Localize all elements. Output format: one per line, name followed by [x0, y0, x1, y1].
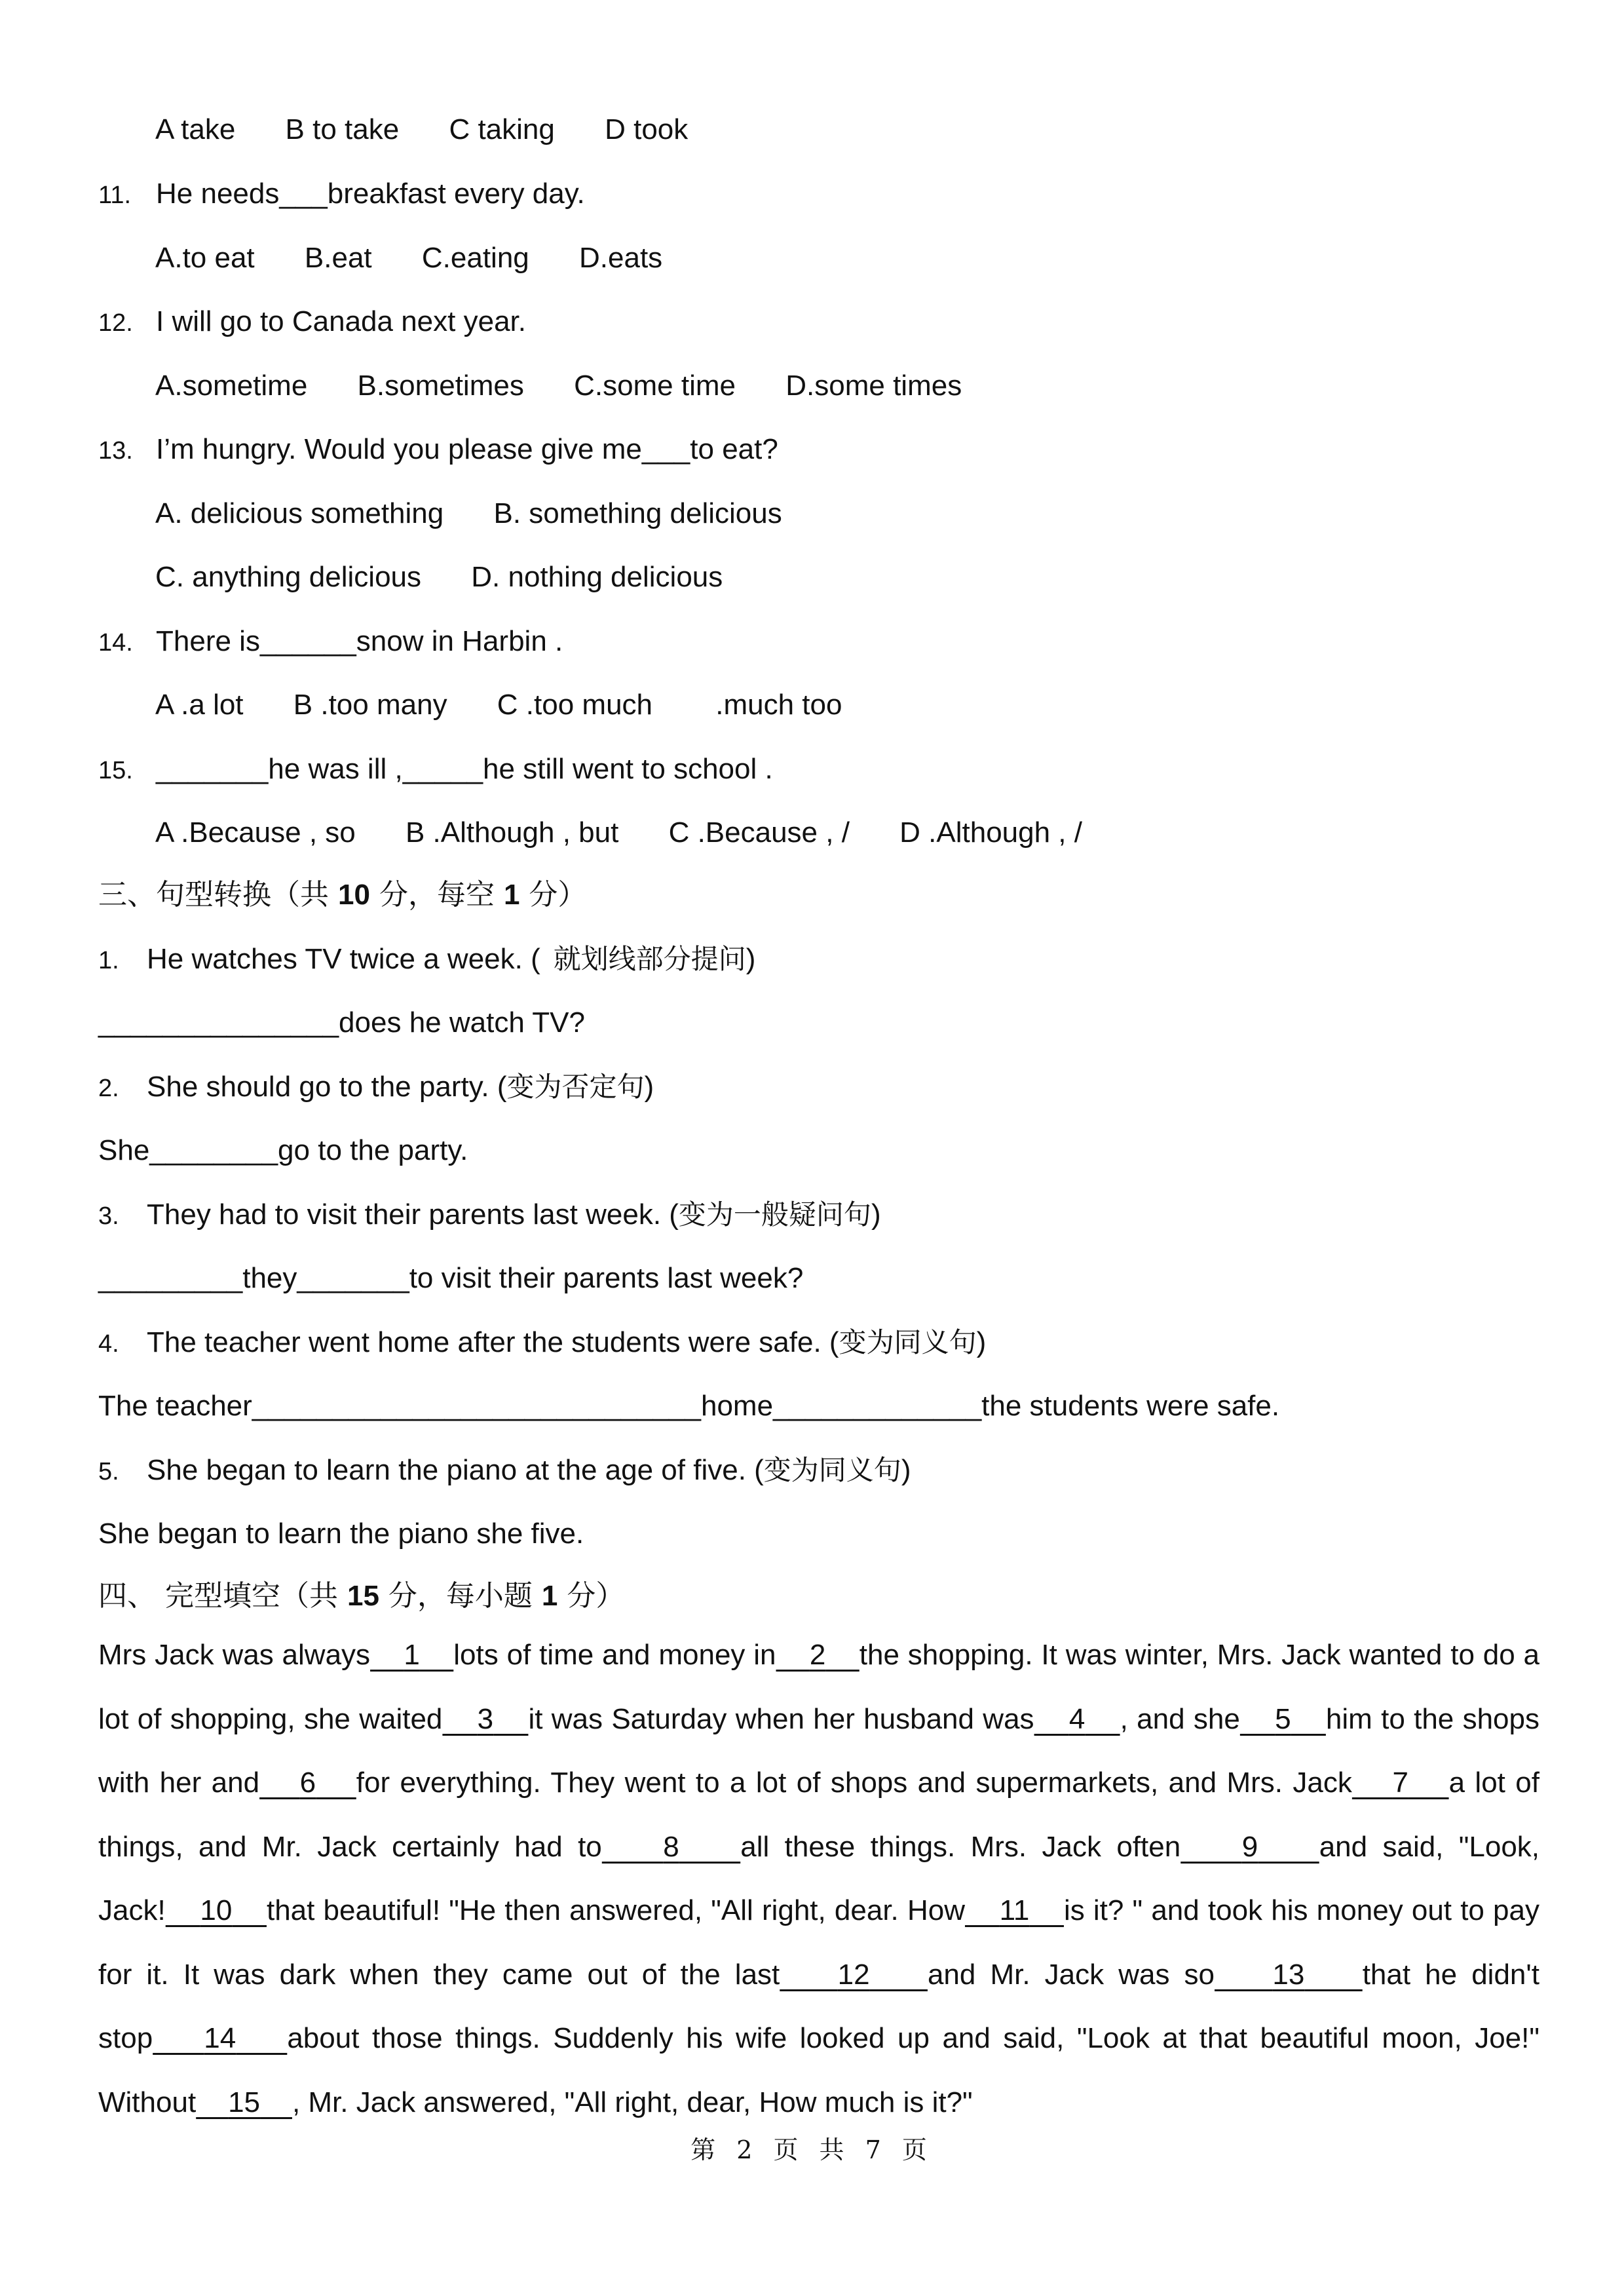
passage-text: a lot of things, and Mr. Jack certainly had to [98, 1767, 1540, 1863]
question-text: I’m hungry. Would you please give me___to eat? [156, 433, 778, 465]
item-number: 1. [98, 947, 119, 974]
option-c: C taking [449, 113, 555, 145]
question-text: _______he was ill ,_____he still went to school . [156, 753, 773, 785]
question-15 [98, 751, 773, 788]
item-text: She began to learn the piano at the age of five. ( [147, 1454, 764, 1486]
q13-options-row1 [155, 495, 824, 532]
option-a: A.to eat [155, 242, 255, 274]
option-a: A .a lot [155, 689, 244, 721]
option-d: D. nothing delicious [471, 561, 723, 593]
passage-text: Mrs Jack was always [98, 1639, 371, 1671]
option-c: C.eating [421, 242, 529, 274]
blank-number: 13 [1272, 1958, 1305, 1991]
item-text: The teacher went home after the students were safe. ( [147, 1326, 839, 1358]
blank-9 [1180, 1831, 1319, 1863]
blank-number: 5 [1275, 1702, 1291, 1735]
blank-number: 12 [837, 1958, 870, 1991]
passage-text: that he didn't stop [98, 1958, 1540, 2054]
passage-text: , and she [1120, 1702, 1240, 1735]
transform-item-1 [98, 941, 755, 978]
item-text: She should go to the party. ( [147, 1071, 507, 1103]
blank-number: 1 [404, 1639, 420, 1671]
item-text: ) [901, 1454, 911, 1486]
blank-10 [166, 1894, 267, 1926]
question-11 [98, 176, 585, 212]
passage-text: , Mr. Jack answered, "All right, dear, How much is it?" [292, 2086, 973, 2118]
option-b: B.sometimes [357, 370, 524, 402]
transform-answer-3: _________they_______to visit their parents last week? [98, 1262, 804, 1294]
blank-number: 3 [477, 1702, 494, 1735]
passage-text: is it? " and took his money out to pay for it. It was dark when they came out of the last [98, 1894, 1539, 1991]
section-4-heading [98, 1578, 624, 1615]
transform-answer-2: She________go to the party. [98, 1134, 468, 1166]
transform-item-5 [98, 1452, 911, 1489]
page-footer: 第 2 页 共 7 页 [690, 2135, 934, 2164]
item-instruction: 变为同义句 [763, 1454, 901, 1486]
transform-answer-5: She began to learn the piano she five. [98, 1518, 584, 1550]
passage-text: about those things. Suddenly his wife looked up and said, "Look at that beautiful moon, Joe!" Without [98, 2022, 1539, 2118]
option-d: .much too [715, 689, 842, 721]
blank-number: 15 [228, 2086, 261, 2118]
blank-6 [259, 1767, 356, 1799]
blank-number: 14 [204, 2022, 236, 2054]
option-d: D .Although , / [899, 816, 1082, 849]
heading-points: 1 [503, 879, 520, 911]
blank-14 [153, 2022, 287, 2054]
blank-number: 11 [999, 1894, 1030, 1926]
blank-number: 6 [299, 1767, 316, 1799]
heading-points: 15 [347, 1580, 379, 1612]
blank-7 [1352, 1767, 1449, 1799]
item-number: 4. [98, 1330, 119, 1358]
q12-options [155, 368, 1004, 404]
question-text: I will go to Canada next year. [156, 305, 526, 337]
item-text: He watches TV twice a week. ( [147, 943, 540, 975]
passage-text: for everything. They went to a lot of shops and supermarkets, and Mrs. Jack [356, 1767, 1352, 1799]
heading-part: 三、句型转换（共 [98, 878, 338, 911]
item-instruction: 就划线部分提问 [553, 943, 746, 975]
option-b: B.eat [304, 242, 372, 274]
blank-number: 8 [663, 1830, 679, 1863]
question-number: 12. [98, 309, 133, 337]
blank-2 [776, 1639, 859, 1671]
heading-part: 分） [519, 878, 587, 911]
blank-3 [442, 1703, 528, 1735]
blank-13 [1215, 1959, 1363, 1991]
heading-part: 分） [557, 1579, 625, 1613]
passage-text: and said, "Look, Jack! [98, 1830, 1540, 1926]
option-d: D.eats [579, 242, 663, 274]
passage-text: and Mr. Jack was so [927, 1958, 1215, 1991]
question-number: 15. [98, 757, 133, 784]
blank-1 [370, 1639, 453, 1671]
blank-15 [196, 2086, 292, 2118]
section-3-heading [98, 877, 586, 913]
passage-text: that beautiful! "He then answered, "All right, dear. How [266, 1894, 965, 1926]
blank-number: 9 [1241, 1830, 1258, 1863]
option-a: A.sometime [155, 370, 308, 402]
item-text: ) [976, 1326, 987, 1358]
passage-text: him to the shops with her and [98, 1702, 1539, 1799]
option-c: C. anything delicious [155, 561, 422, 593]
option-b: B .too many [293, 689, 447, 721]
transform-item-4 [98, 1324, 986, 1361]
blank-12 [780, 1959, 928, 1991]
item-text: ) [644, 1071, 654, 1103]
passage-text: the shopping. It was winter, Mrs. Jack wanted to do a lot of shopping, she waited [98, 1639, 1540, 1735]
q14-options [155, 687, 884, 723]
question-13 [98, 431, 778, 468]
option-c: C .Because , / [668, 816, 850, 849]
question-14 [98, 623, 563, 660]
question-text: There is______snow in Harbin . [156, 625, 563, 657]
item-number: 2. [98, 1075, 119, 1102]
question-12 [98, 303, 526, 340]
blank-number: 7 [1392, 1767, 1408, 1799]
q11-options [155, 240, 704, 277]
heading-part: 分，每空 [369, 878, 504, 911]
cloze-passage [98, 1623, 1539, 2134]
blank-number: 10 [200, 1894, 233, 1926]
option-a: A .Because , so [155, 816, 356, 849]
option-c: C .too much [497, 689, 653, 721]
blank-11 [965, 1894, 1064, 1926]
q13-options-row2 [155, 559, 765, 596]
transform-answer-4: The teacher____________________________home_____________the students were safe. [98, 1390, 1280, 1422]
option-b: B. something delicious [493, 497, 782, 529]
blank-8 [602, 1831, 740, 1863]
item-text: ) [871, 1198, 881, 1231]
heading-part: 分，每小题 [379, 1579, 542, 1613]
blank-5 [1240, 1703, 1326, 1735]
q10-options [155, 111, 730, 148]
option-a: A take [155, 113, 236, 145]
item-instruction: 变为否定句 [506, 1071, 645, 1103]
passage-text: all these things. Mrs. Jack often [740, 1830, 1181, 1863]
item-text: ) [746, 943, 756, 975]
q15-options [155, 814, 1124, 851]
item-number: 5. [98, 1458, 119, 1485]
passage-text: lots of time and money in [453, 1639, 776, 1671]
transform-item-2 [98, 1069, 654, 1105]
option-c: C.some time [574, 370, 736, 402]
item-instruction: 变为一般疑问句 [678, 1198, 871, 1231]
heading-part: 四、 完型填空（共 [98, 1579, 347, 1613]
blank-number: 4 [1068, 1702, 1086, 1735]
option-a: A. delicious something [155, 497, 444, 529]
question-number: 14. [98, 629, 133, 657]
blank-number: 2 [809, 1639, 826, 1671]
question-number: 11. [98, 182, 132, 209]
transform-item-3 [98, 1196, 881, 1233]
heading-points: 10 [338, 879, 370, 911]
transform-answer-1: _______________does he watch TV? [98, 1006, 585, 1039]
blank-4 [1034, 1703, 1120, 1735]
question-number: 13. [98, 437, 133, 465]
heading-points: 1 [541, 1580, 558, 1612]
passage-text: it was Saturday when her husband was [528, 1702, 1034, 1735]
question-text: He needs___breakfast every day. [156, 178, 585, 210]
option-b: B to take [285, 113, 400, 145]
item-text: They had to visit their parents last week. ( [147, 1198, 679, 1231]
option-d: D.some times [785, 370, 962, 402]
option-b: B .Although , but [405, 816, 619, 849]
item-number: 3. [98, 1202, 119, 1230]
option-d: D took [605, 113, 689, 145]
item-instruction: 变为同义句 [839, 1326, 977, 1358]
